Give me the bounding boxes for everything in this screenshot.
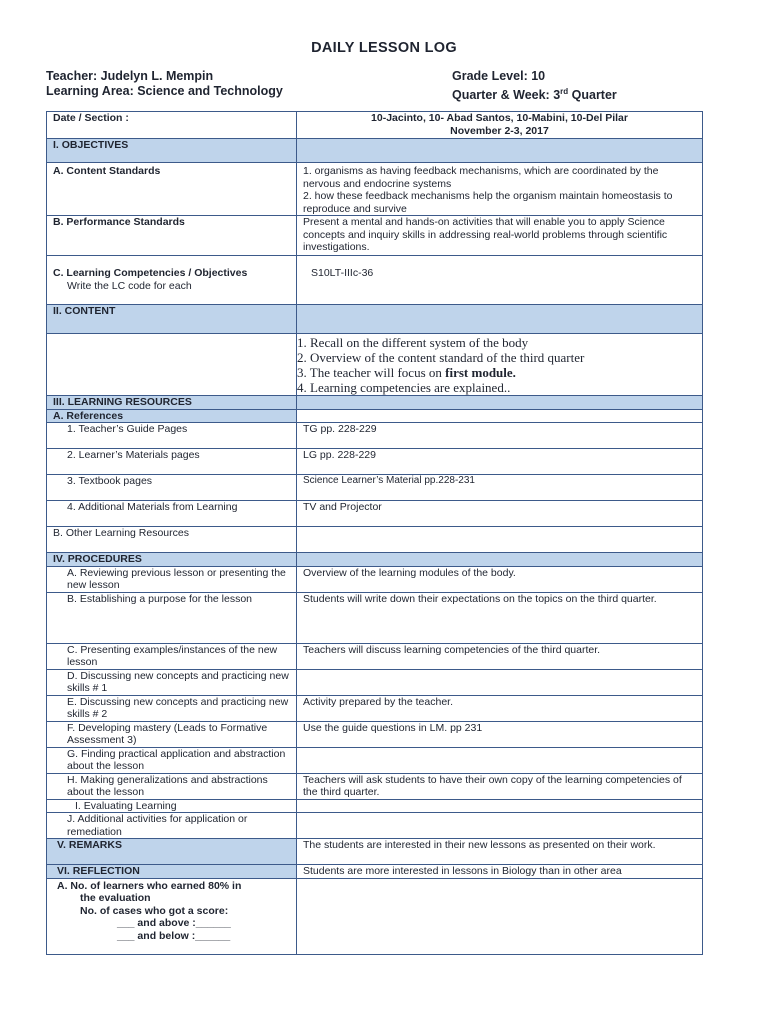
references-heading: A. References: [47, 409, 297, 423]
table-row-proc-a: [47, 566, 703, 592]
proc-g-label-cell: [47, 747, 297, 773]
proc-f-label: F. Developing mastery (Leads to Formative Assessment 3): [67, 721, 268, 746]
textbook-value: Science Learner’s Material pp.228-231: [297, 475, 703, 501]
proc-e-value: Activity prepared by the teacher.: [297, 695, 703, 721]
proc-i-empty: [297, 799, 703, 813]
remarks-value: The students are interested in their new lessons as presented on their work.: [297, 839, 703, 865]
table-row-proc-j: [47, 813, 703, 839]
content-heading-empty: [297, 305, 703, 334]
proc-c-label-cell: [47, 643, 297, 669]
eval-line-5: ___ and below :______: [117, 929, 231, 942]
proc-g-empty: [297, 747, 703, 773]
table-row-objectives: [47, 139, 703, 163]
content-items-empty: [47, 334, 297, 396]
table-row-lm: [47, 449, 703, 475]
header-left: [46, 69, 283, 99]
date-section-label: Date / Section :: [47, 112, 297, 139]
eval-line-3: No. of cases who got a score:: [80, 904, 229, 917]
procedures-empty: [297, 553, 703, 567]
proc-d-label: D. Discussing new concepts and practicing new skills # 1: [67, 669, 289, 694]
tg-value: TG pp. 228-229: [297, 423, 703, 449]
evaluation-empty: [297, 878, 703, 954]
header-right: [452, 69, 617, 103]
table-row-evaluation: [47, 878, 703, 954]
eval-line-1: A. No. of learners who earned 80% in: [57, 879, 242, 892]
proc-i-label: I. Evaluating Learning: [75, 799, 177, 812]
proc-h-label-cell: [47, 773, 297, 799]
additional-value: TV and Projector: [297, 501, 703, 527]
proc-e-label: E. Discussing new concepts and practicing new skills # 2: [67, 695, 289, 720]
table-row-proc-d: [47, 669, 703, 695]
proc-b-label: B. Establishing a purpose for the lesson: [67, 592, 253, 605]
proc-h-label: H. Making generalizations and abstractions about the lesson: [67, 773, 268, 798]
lesson-log-table: [46, 111, 703, 955]
table-row-resources: [47, 396, 703, 410]
content-item-2: 2. Overview of the content standard of the third quarter: [297, 350, 585, 365]
resources-heading: III. LEARNING RESOURCES: [47, 396, 297, 410]
additional-label-cell: [47, 501, 297, 527]
table-row-proc-g: [47, 747, 703, 773]
evaluation-label-cell: [47, 878, 297, 954]
objectives-empty: [297, 139, 703, 163]
competencies-label: C. Learning Competencies / Objectives: [53, 267, 248, 279]
proc-c-value: Teachers will discuss learning competencies of the third quarter.: [297, 643, 703, 669]
content-item-3: 3. The teacher will focus on first module.: [297, 365, 516, 380]
other-resources-empty: [297, 527, 703, 553]
teacher-name: Teacher: Judelyn L. Mempin: [46, 69, 214, 83]
table-row-procedures: [47, 553, 703, 567]
content-heading: II. CONTENT: [47, 305, 297, 334]
proc-d-empty: [297, 669, 703, 695]
proc-a-label: A. Reviewing previous lesson or presenting the new lesson: [67, 566, 286, 591]
competencies-value: S10LT-IIIc-36: [297, 256, 703, 305]
lm-label: 2. Learner’s Materials pages: [67, 449, 200, 461]
content-items: [297, 334, 703, 396]
table-row-proc-c: [47, 643, 703, 669]
table-row-content-items: [47, 334, 703, 396]
lm-label-cell: [47, 449, 297, 475]
proc-i-label-cell: [47, 799, 297, 813]
content-standard-1: 1. organisms as having feedback mechanisms, which are coordinated by the nervous and endocrine systems: [303, 165, 659, 190]
date-section-value: [297, 112, 703, 139]
quarter-week: Quarter & Week: 3rd Quarter: [452, 87, 617, 103]
sections-line: 10-Jacinto, 10- Abad Santos, 10-Mabini, 10-Del Pilar: [371, 112, 628, 124]
table-row-proc-b: [47, 592, 703, 643]
table-row-textbook: [47, 475, 703, 501]
reflection-label: VI. REFLECTION: [57, 865, 140, 877]
procedures-heading: IV. PROCEDURES: [47, 553, 297, 567]
table-row-proc-e: [47, 695, 703, 721]
proc-g-label: G. Finding practical application and abstraction about the lesson: [67, 747, 286, 772]
content-standard-2: 2. how these feedback mechanisms help the organism maintain homeostasis to reproduce and survive: [303, 190, 673, 215]
content-item-4: 4. Learning competencies are explained..: [297, 380, 511, 395]
additional-label: 4. Additional Materials from Learning: [67, 501, 238, 513]
eval-line-4: ___ and above :______: [117, 917, 231, 929]
content-item-1: 1. Recall on the different system of the body: [297, 335, 529, 350]
competencies-label-cell: [47, 256, 297, 305]
proc-j-empty: [297, 813, 703, 839]
other-resources-label: B. Other Learning Resources: [47, 527, 297, 553]
learning-area: Learning Area: Science and Technology: [46, 84, 283, 98]
performance-standards-value: Present a mental and hands-on activities that will enable you to apply Science concepts and inquiry skills in addressing real-world problems through scientific investigations.: [297, 216, 703, 256]
content-standards-value: [297, 163, 703, 216]
resources-empty: [297, 396, 703, 410]
proc-c-label: C. Presenting examples/instances of the new lesson: [67, 643, 278, 668]
table-row-other-resources: [47, 527, 703, 553]
table-row-additional: [47, 501, 703, 527]
objectives-heading: I. OBJECTIVES: [47, 139, 297, 163]
table-row-content-standards: [47, 163, 703, 216]
table-row-proc-i: [47, 799, 703, 813]
table-row-reflection: [47, 865, 703, 879]
proc-a-label-cell: [47, 566, 297, 592]
proc-d-label-cell: [47, 669, 297, 695]
performance-standards-label: B. Performance Standards: [47, 216, 297, 256]
lm-value: LG pp. 228-229: [297, 449, 703, 475]
table-row-proc-f: [47, 721, 703, 747]
proc-f-value: Use the guide questions in LM. pp 231: [297, 721, 703, 747]
content-standards-label: A. Content Standards: [47, 163, 297, 216]
table-row-competencies: [47, 256, 703, 305]
table-row-proc-h: [47, 773, 703, 799]
reflection-value: Students are more interested in lessons in Biology than in other area: [297, 865, 703, 879]
textbook-label: 3. Textbook pages: [67, 475, 153, 487]
table-row-content: [47, 305, 703, 334]
proc-h-value: Teachers will ask students to have their own copy of the learning competencies of the third quarter.: [297, 773, 703, 799]
date-line: November 2-3, 2017: [450, 124, 549, 137]
tg-label: 1. Teacher’s Guide Pages: [67, 423, 188, 435]
proc-f-label-cell: [47, 721, 297, 747]
proc-b-value: Students will write down their expectations on the topics on the third quarter.: [297, 592, 703, 643]
competencies-sub: Write the LC code for each: [67, 279, 192, 292]
proc-e-label-cell: [47, 695, 297, 721]
remarks-label: V. REMARKS: [57, 839, 122, 851]
tg-label-cell: [47, 423, 297, 449]
references-empty: [297, 409, 703, 423]
table-row-remarks: [47, 839, 703, 865]
table-row-date: [47, 112, 703, 139]
proc-j-label: J. Additional activities for application or remediation: [67, 813, 248, 838]
reflection-label-cell: [47, 865, 297, 879]
proc-a-value: Overview of the learning modules of the body.: [297, 566, 703, 592]
grade-level: Grade Level: 10: [452, 69, 546, 83]
remarks-label-cell: [47, 839, 297, 865]
page-title: DAILY LESSON LOG: [311, 40, 457, 56]
table-row-tg: [47, 423, 703, 449]
table-row-performance-standards: [47, 216, 703, 256]
proc-b-label-cell: [47, 592, 297, 643]
eval-line-2: the evaluation: [80, 892, 151, 904]
proc-j-label-cell: [47, 813, 297, 839]
textbook-label-cell: [47, 475, 297, 501]
table-row-references: [47, 409, 703, 423]
